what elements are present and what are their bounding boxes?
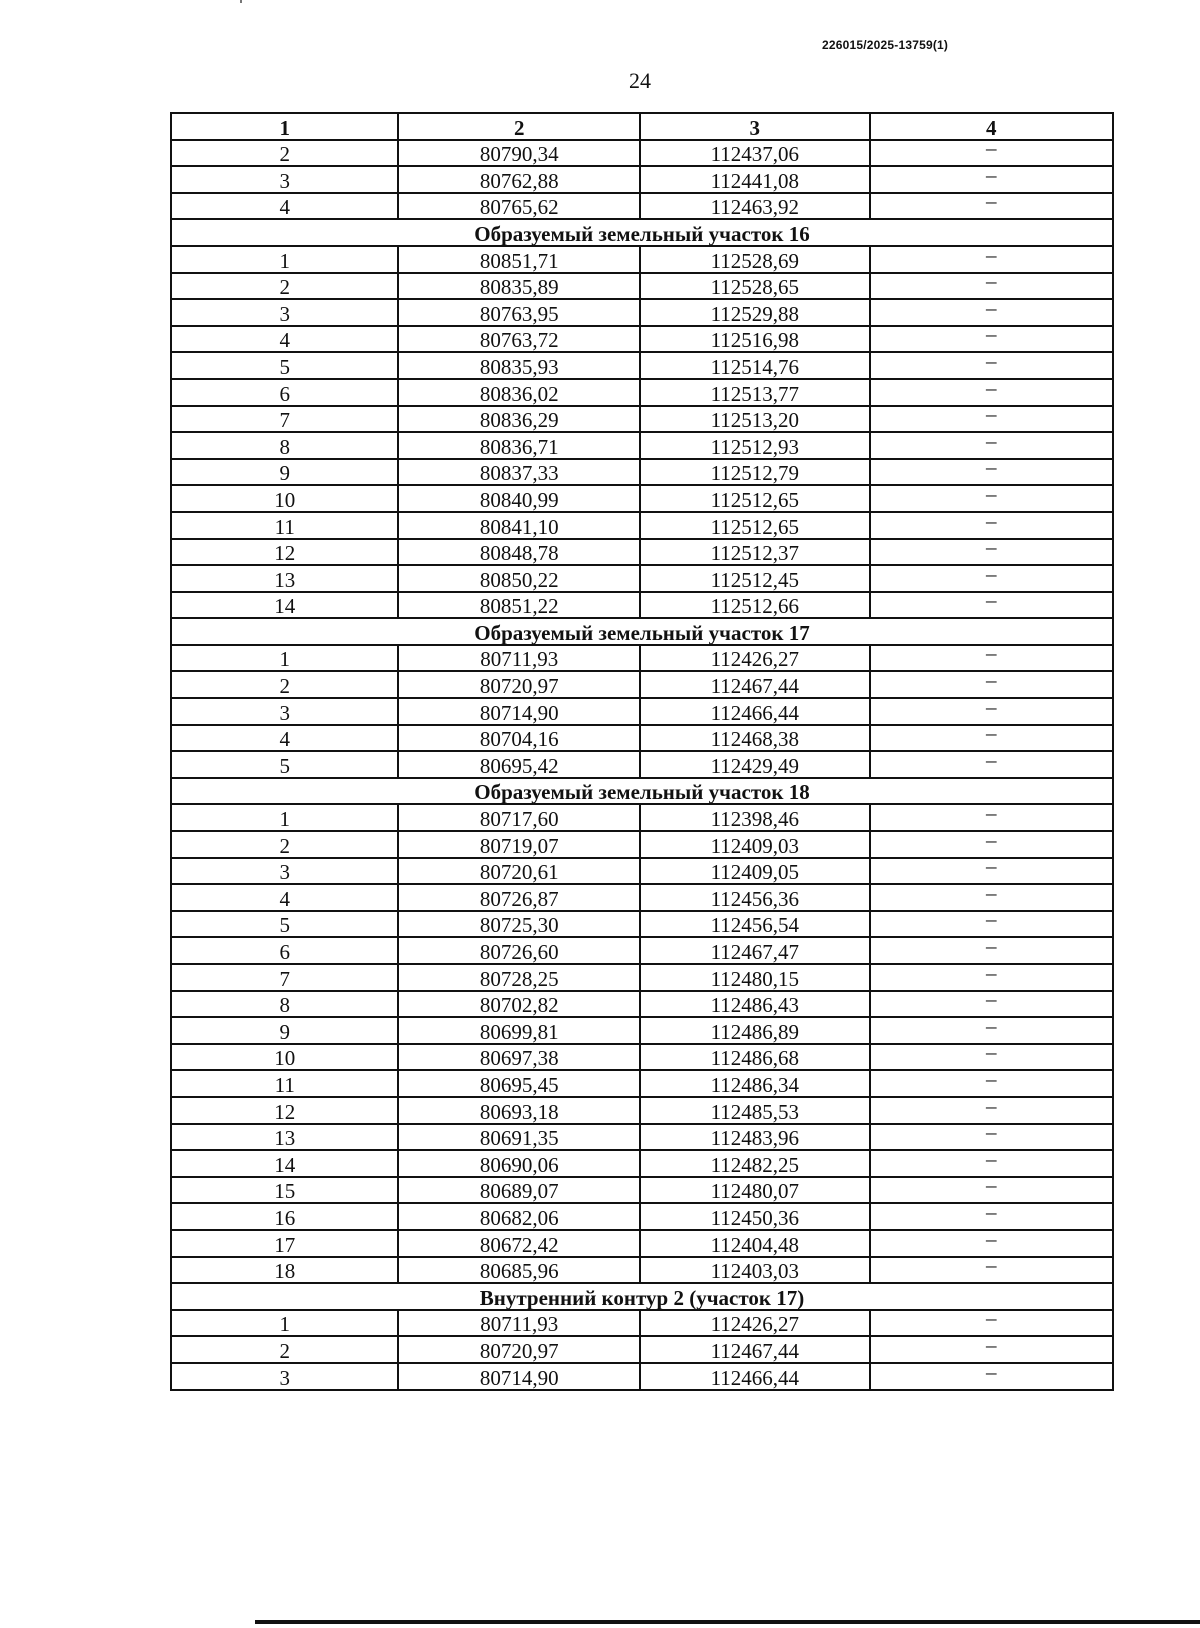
dash-mark: – <box>986 375 997 400</box>
x-coordinate-cell: 80702,82 <box>398 991 640 1018</box>
table-header-row <box>171 113 1113 140</box>
y-coordinate-cell: 112486,34 <box>640 1070 870 1097</box>
dash-mark: – <box>986 1253 997 1278</box>
y-coordinate-cell: 112441,08 <box>640 166 870 193</box>
table-row <box>171 246 1113 273</box>
point-number-cell: 14 <box>171 592 398 619</box>
section-title-row <box>171 778 1113 805</box>
column-4-cell <box>870 1253 1113 1284</box>
y-coordinate-cell: 112467,47 <box>640 937 870 964</box>
dash-mark: – <box>986 269 997 294</box>
table-row <box>171 1177 1113 1204</box>
column-header-4: 4 <box>870 113 1113 140</box>
point-number-cell: 12 <box>171 1097 398 1124</box>
table-row <box>171 858 1113 885</box>
x-coordinate-cell: 80837,33 <box>398 459 640 486</box>
y-coordinate-cell: 112486,89 <box>640 1017 870 1044</box>
table-row <box>171 592 1113 619</box>
y-coordinate-cell: 112468,38 <box>640 725 870 752</box>
table-row <box>171 804 1113 831</box>
table-row <box>171 937 1113 964</box>
table-row <box>171 140 1113 167</box>
x-coordinate-cell: 80697,38 <box>398 1044 640 1071</box>
column-header-1: 1 <box>171 113 398 140</box>
x-coordinate-cell: 80851,22 <box>398 592 640 619</box>
point-number-cell: 9 <box>171 459 398 486</box>
table-row <box>171 485 1113 512</box>
y-coordinate-cell: 112409,05 <box>640 858 870 885</box>
dash-mark: – <box>986 348 997 373</box>
x-coordinate-cell: 80762,88 <box>398 166 640 193</box>
point-number-cell: 3 <box>171 299 398 326</box>
column-4-cell <box>870 747 1113 778</box>
dash-mark: – <box>986 641 997 666</box>
table-row <box>171 565 1113 592</box>
point-number-cell: 14 <box>171 1150 398 1177</box>
table-row <box>171 1363 1113 1390</box>
table-body <box>171 136 1113 1390</box>
scan-mark <box>240 0 242 3</box>
y-coordinate-cell: 112426,27 <box>640 645 870 672</box>
x-coordinate-cell: 80691,35 <box>398 1124 640 1151</box>
point-number-cell: 4 <box>171 725 398 752</box>
section-title-row <box>171 618 1113 645</box>
column-4-cell <box>870 588 1113 619</box>
point-number-cell: 1 <box>171 645 398 672</box>
dash-mark: – <box>986 960 997 985</box>
dash-mark: – <box>986 880 997 905</box>
page-number: 24 <box>629 68 651 93</box>
point-number-cell: 12 <box>171 539 398 566</box>
section-title-row <box>171 219 1113 246</box>
table-row <box>171 379 1113 406</box>
y-coordinate-cell: 112513,77 <box>640 379 870 406</box>
table-row <box>171 911 1113 938</box>
table-row <box>171 1017 1113 1044</box>
table-row <box>171 751 1113 778</box>
dash-mark: – <box>986 481 997 506</box>
point-number-cell: 1 <box>171 246 398 273</box>
y-coordinate-cell: 112512,79 <box>640 459 870 486</box>
column-header-3: 3 <box>640 113 870 140</box>
table-row <box>171 1124 1113 1151</box>
dash-mark: – <box>986 934 997 958</box>
point-number-cell: 13 <box>171 565 398 592</box>
x-coordinate-cell: 80790,34 <box>398 140 640 167</box>
dash-mark: – <box>986 854 997 879</box>
y-coordinate-cell: 112466,44 <box>640 698 870 725</box>
point-number-cell: 6 <box>171 937 398 964</box>
point-number-cell: 7 <box>171 964 398 991</box>
x-coordinate-cell: 80763,72 <box>398 326 640 353</box>
y-coordinate-cell: 112529,88 <box>640 299 870 326</box>
point-number-cell: 11 <box>171 512 398 539</box>
dash-mark: – <box>986 1146 997 1171</box>
y-coordinate-cell: 112437,06 <box>640 140 870 167</box>
x-coordinate-cell: 80693,18 <box>398 1097 640 1124</box>
table-row <box>171 1150 1113 1177</box>
dash-mark: – <box>986 827 997 852</box>
point-number-cell: 8 <box>171 991 398 1018</box>
section-title: Внутренний контур 2 (участок 17) <box>171 1283 1113 1310</box>
y-coordinate-cell: 112467,44 <box>640 1336 870 1363</box>
point-number-cell: 3 <box>171 698 398 725</box>
table-row <box>171 1097 1113 1124</box>
dash-mark: – <box>986 1040 997 1065</box>
y-coordinate-cell: 112528,65 <box>640 273 870 300</box>
dash-mark: – <box>986 987 997 1012</box>
dash-mark: – <box>986 322 997 347</box>
y-coordinate-cell: 112512,65 <box>640 512 870 539</box>
table-row <box>171 539 1113 566</box>
dash-mark: – <box>986 1199 997 1224</box>
y-coordinate-cell: 112528,69 <box>640 246 870 273</box>
dash-mark: – <box>986 907 997 932</box>
x-coordinate-cell: 80717,60 <box>398 804 640 831</box>
table-row <box>171 352 1113 379</box>
dash-mark: – <box>986 561 997 586</box>
x-coordinate-cell: 80719,07 <box>398 831 640 858</box>
point-number-cell: 16 <box>171 1203 398 1230</box>
dash-mark: – <box>986 1359 997 1384</box>
x-coordinate-cell: 80690,06 <box>398 1150 640 1177</box>
y-coordinate-cell: 112480,07 <box>640 1177 870 1204</box>
section-title: Образуемый земельный участок 16 <box>171 219 1113 246</box>
table-row <box>171 1257 1113 1284</box>
y-coordinate-cell: 112426,27 <box>640 1310 870 1337</box>
point-number-cell: 8 <box>171 432 398 459</box>
point-number-cell: 17 <box>171 1230 398 1257</box>
table-row <box>171 884 1113 911</box>
section-title: Образуемый земельный участок 17 <box>171 618 1113 645</box>
point-number-cell: 10 <box>171 1044 398 1071</box>
dash-mark: – <box>986 1306 997 1331</box>
dash-mark: – <box>986 801 997 826</box>
x-coordinate-cell: 80711,93 <box>398 645 640 672</box>
table-row <box>171 1336 1113 1363</box>
dash-mark: – <box>986 1093 997 1118</box>
table-row <box>171 645 1113 672</box>
dash-mark: – <box>986 295 997 320</box>
x-coordinate-cell: 80720,97 <box>398 1336 640 1363</box>
y-coordinate-cell: 112483,96 <box>640 1124 870 1151</box>
table-row <box>171 459 1113 486</box>
y-coordinate-cell: 112514,76 <box>640 352 870 379</box>
dash-mark: – <box>986 535 997 560</box>
point-number-cell: 3 <box>171 858 398 885</box>
x-coordinate-cell: 80711,93 <box>398 1310 640 1337</box>
table-row <box>171 273 1113 300</box>
point-number-cell: 9 <box>171 1017 398 1044</box>
y-coordinate-cell: 112486,68 <box>640 1044 870 1071</box>
table-row <box>171 326 1113 353</box>
x-coordinate-cell: 80728,25 <box>398 964 640 991</box>
table-row <box>171 512 1113 539</box>
dash-mark: – <box>986 1120 997 1145</box>
section-title: Образуемый земельный участок 18 <box>171 778 1113 805</box>
dash-mark: – <box>986 1066 997 1091</box>
x-coordinate-cell: 80714,90 <box>398 698 640 725</box>
y-coordinate-cell: 112485,53 <box>640 1097 870 1124</box>
point-number-cell: 3 <box>171 166 398 193</box>
x-coordinate-cell: 80840,99 <box>398 485 640 512</box>
coordinates-table <box>170 112 1114 1391</box>
table-row <box>171 299 1113 326</box>
table-row <box>171 1044 1113 1071</box>
dash-mark: – <box>986 1173 997 1198</box>
x-coordinate-cell: 80682,06 <box>398 1203 640 1230</box>
x-coordinate-cell: 80850,22 <box>398 565 640 592</box>
table-row <box>171 1310 1113 1337</box>
table-row <box>171 1070 1113 1097</box>
y-coordinate-cell: 112398,46 <box>640 804 870 831</box>
y-coordinate-cell: 112482,25 <box>640 1150 870 1177</box>
table-row <box>171 432 1113 459</box>
y-coordinate-cell: 112467,44 <box>640 671 870 698</box>
table-row <box>171 831 1113 858</box>
y-coordinate-cell: 112480,15 <box>640 964 870 991</box>
point-number-cell: 18 <box>171 1257 398 1284</box>
x-coordinate-cell: 80714,90 <box>398 1363 640 1390</box>
table-row <box>171 1230 1113 1257</box>
dash-mark: – <box>986 747 997 772</box>
y-coordinate-cell: 112403,03 <box>640 1257 870 1284</box>
point-number-cell: 15 <box>171 1177 398 1204</box>
x-coordinate-cell: 80848,78 <box>398 539 640 566</box>
table-row <box>171 964 1113 991</box>
dash-mark: – <box>986 162 997 187</box>
point-number-cell: 3 <box>171 1363 398 1390</box>
table-row <box>171 406 1113 433</box>
y-coordinate-cell: 112512,65 <box>640 485 870 512</box>
y-coordinate-cell: 112512,66 <box>640 592 870 619</box>
x-coordinate-cell: 80725,30 <box>398 911 640 938</box>
x-coordinate-cell: 80726,60 <box>398 937 640 964</box>
document-number: 226015/2025-13759(1) <box>822 38 949 52</box>
dash-mark: – <box>986 588 997 613</box>
table-row <box>171 991 1113 1018</box>
dash-mark: – <box>986 242 997 267</box>
dash-mark: – <box>986 1013 997 1038</box>
y-coordinate-cell: 112516,98 <box>640 326 870 353</box>
x-coordinate-cell: 80704,16 <box>398 725 640 752</box>
x-coordinate-cell: 80763,95 <box>398 299 640 326</box>
dash-mark: – <box>986 136 997 161</box>
y-coordinate-cell: 112512,45 <box>640 565 870 592</box>
point-number-cell: 13 <box>171 1124 398 1151</box>
y-coordinate-cell: 112404,48 <box>640 1230 870 1257</box>
y-coordinate-cell: 112466,44 <box>640 1363 870 1390</box>
dash-mark: – <box>986 402 997 427</box>
y-coordinate-cell: 112429,49 <box>640 751 870 778</box>
x-coordinate-cell: 80699,81 <box>398 1017 640 1044</box>
point-number-cell: 4 <box>171 884 398 911</box>
x-coordinate-cell: 80835,89 <box>398 273 640 300</box>
x-coordinate-cell: 80836,29 <box>398 406 640 433</box>
table-row <box>171 193 1113 220</box>
table-row <box>171 671 1113 698</box>
x-coordinate-cell: 80720,61 <box>398 858 640 885</box>
column-header-2: 2 <box>398 113 640 140</box>
y-coordinate-cell: 112456,54 <box>640 911 870 938</box>
table-row <box>171 1203 1113 1230</box>
y-coordinate-cell: 112513,20 <box>640 406 870 433</box>
table-row <box>171 698 1113 725</box>
point-number-cell: 5 <box>171 352 398 379</box>
dash-mark: – <box>986 455 997 480</box>
x-coordinate-cell: 80765,62 <box>398 193 640 220</box>
x-coordinate-cell: 80689,07 <box>398 1177 640 1204</box>
point-number-cell: 11 <box>171 1070 398 1097</box>
column-4-cell <box>870 189 1113 220</box>
y-coordinate-cell: 112463,92 <box>640 193 870 220</box>
dash-mark: – <box>986 694 997 719</box>
x-coordinate-cell: 80695,42 <box>398 751 640 778</box>
point-number-cell: 6 <box>171 379 398 406</box>
table-row <box>171 166 1113 193</box>
dash-mark: – <box>986 1226 997 1251</box>
y-coordinate-cell: 112409,03 <box>640 831 870 858</box>
x-coordinate-cell: 80841,10 <box>398 512 640 539</box>
y-coordinate-cell: 112512,93 <box>640 432 870 459</box>
dash-mark: – <box>986 428 997 453</box>
section-title-row <box>171 1283 1113 1310</box>
x-coordinate-cell: 80685,96 <box>398 1257 640 1284</box>
column-4-cell <box>870 1359 1113 1390</box>
x-coordinate-cell: 80672,42 <box>398 1230 640 1257</box>
y-coordinate-cell: 112486,43 <box>640 991 870 1018</box>
point-number-cell: 2 <box>171 671 398 698</box>
table-row <box>171 725 1113 752</box>
point-number-cell: 4 <box>171 193 398 220</box>
dash-mark: – <box>986 721 997 746</box>
point-number-cell: 2 <box>171 831 398 858</box>
dash-mark: – <box>986 1332 997 1357</box>
x-coordinate-cell: 80726,87 <box>398 884 640 911</box>
x-coordinate-cell: 80695,45 <box>398 1070 640 1097</box>
point-number-cell: 2 <box>171 273 398 300</box>
dash-mark: – <box>986 668 997 693</box>
y-coordinate-cell: 112512,37 <box>640 539 870 566</box>
point-number-cell: 10 <box>171 485 398 512</box>
point-number-cell: 2 <box>171 1336 398 1363</box>
point-number-cell: 1 <box>171 804 398 831</box>
y-coordinate-cell: 112450,36 <box>640 1203 870 1230</box>
point-number-cell: 7 <box>171 406 398 433</box>
point-number-cell: 5 <box>171 911 398 938</box>
point-number-cell: 5 <box>171 751 398 778</box>
point-number-cell: 1 <box>171 1310 398 1337</box>
y-coordinate-cell: 112456,36 <box>640 884 870 911</box>
point-number-cell: 2 <box>171 140 398 167</box>
x-coordinate-cell: 80836,71 <box>398 432 640 459</box>
x-coordinate-cell: 80851,71 <box>398 246 640 273</box>
dash-mark: – <box>986 508 997 533</box>
x-coordinate-cell: 80836,02 <box>398 379 640 406</box>
point-number-cell: 4 <box>171 326 398 353</box>
x-coordinate-cell: 80835,93 <box>398 352 640 379</box>
dash-mark: – <box>986 189 997 214</box>
x-coordinate-cell: 80720,97 <box>398 671 640 698</box>
bottom-scan-edge <box>255 1620 1200 1624</box>
